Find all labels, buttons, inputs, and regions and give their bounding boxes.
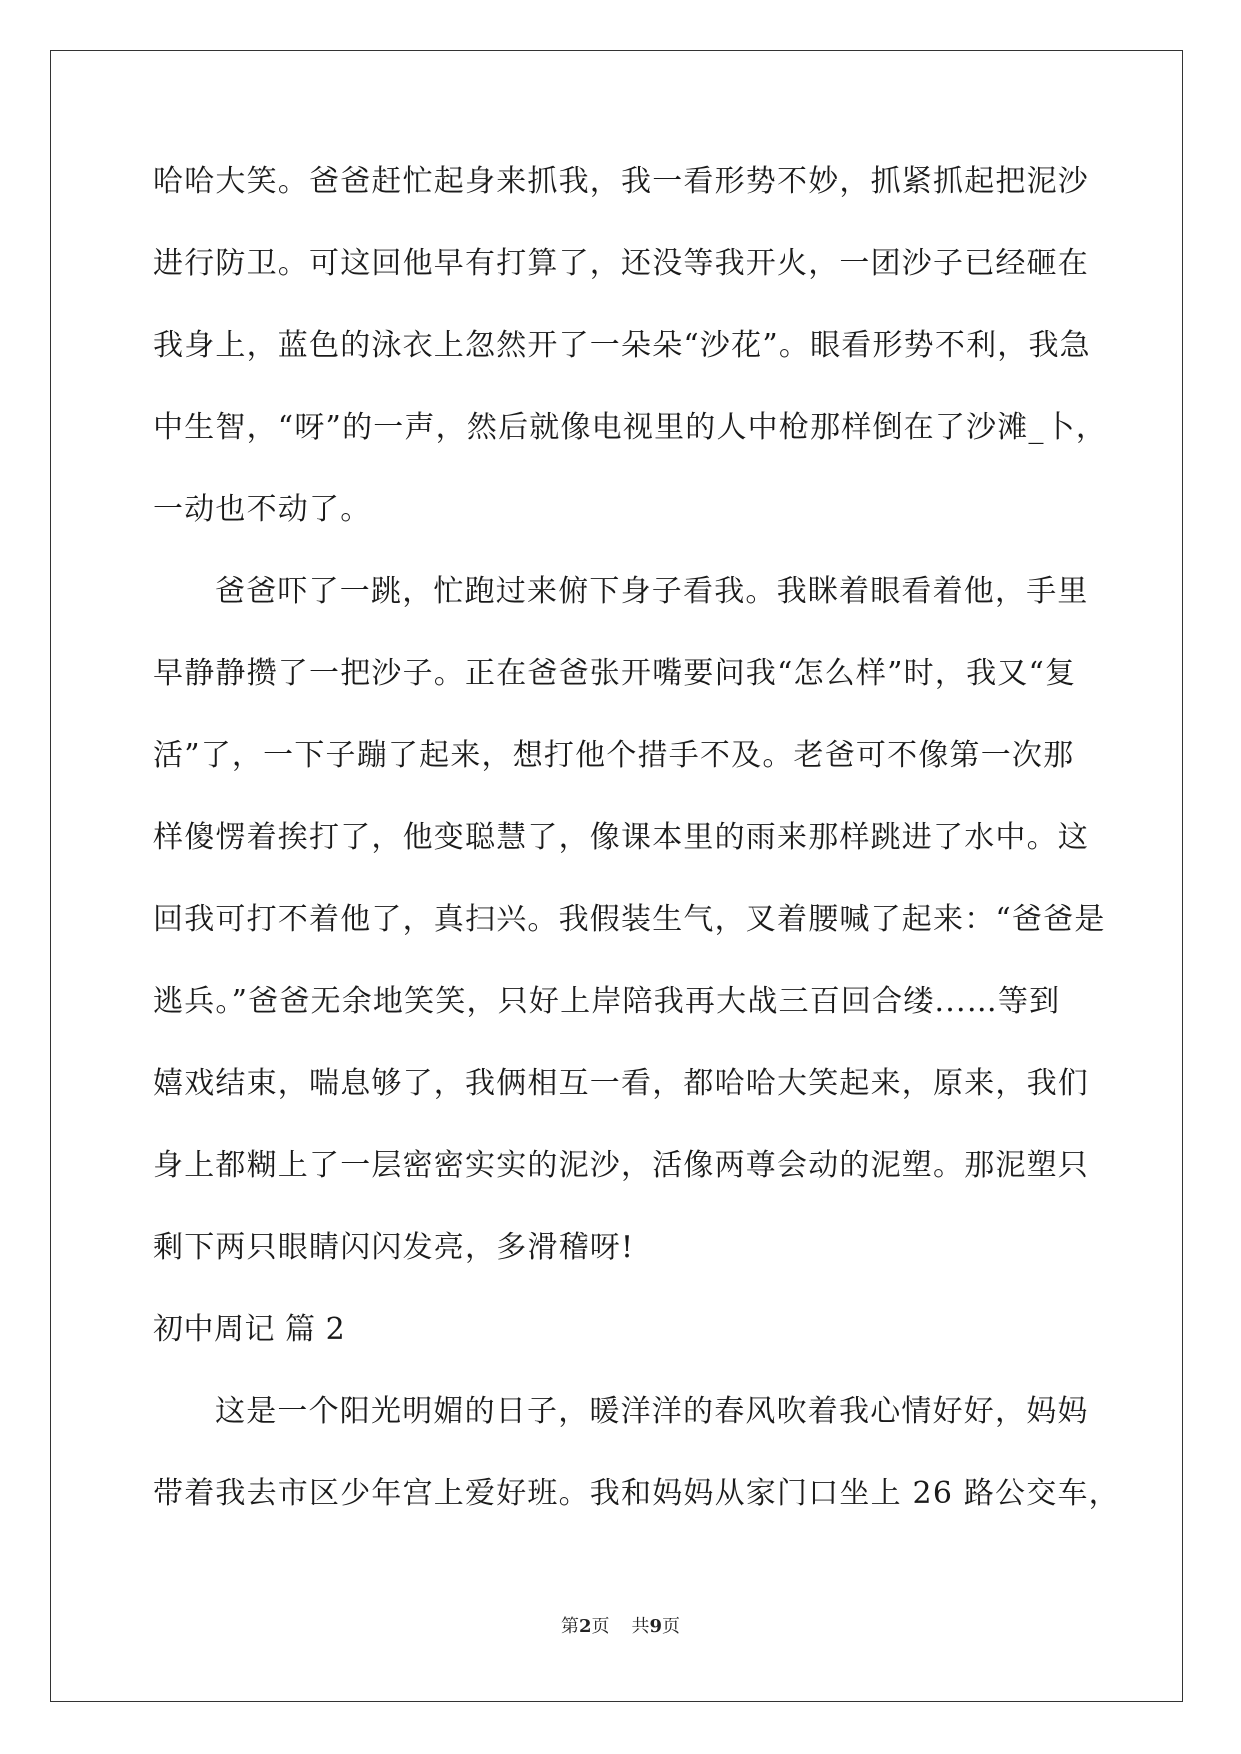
section-heading: 初中周记 篇 2 [153, 1312, 346, 1347]
text-line: 逃兵。”爸爸无余地笑笑，只好上岸陪我再大战三百回合缕...…等到 [153, 984, 1061, 1019]
document-body [153, 158, 1120, 1552]
text-line: 身上都糊上了一层密密实实的泥沙，活像两尊会动的泥塑。那泥塑只 [153, 1148, 1089, 1183]
page-number: 2 [578, 1616, 592, 1637]
text-line: 剩下两只眼睛闪闪发亮，多滑稽呀! [153, 1230, 635, 1265]
text-line: 我身上，蓝色的泳衣上忽然开了一朵朵“沙花”。眼看形势不利，我急 [153, 328, 1091, 363]
text-line: 样傻愣着挨打了，他变聪慧了，像课本里的雨来那样跳进了水中。这 [153, 820, 1089, 855]
total-label-suffix: 页 [662, 1616, 681, 1637]
text-line: 进行防卫。可这回他早有打算了，还没等我开火，一团沙子已经砸在 [153, 246, 1089, 281]
total-pages: 9 [649, 1616, 663, 1637]
paragraph-start-line: 这是一个阳光明媚的日子，暖洋洋的春风吹着我心情好好，妈妈 [215, 1394, 1089, 1429]
text-line: 哈哈大笑。爸爸赶忙起身来抓我，我一看形势不妙，抓紧抓起把泥沙 [153, 164, 1089, 199]
text-line: 嬉戏结束，喘息够了，我俩相互一看，都哈哈大笑起来，原来，我们 [153, 1066, 1089, 1101]
page-footer [0, 1612, 1241, 1638]
text-line: 活”了，一下子蹦了起来，想打他个措手不及。老爸可不像第一次那 [153, 738, 1075, 773]
text-line: 带着我去市区少年宫上爱好班。我和妈妈从家门口坐上 26 路公交车， [153, 1476, 1120, 1511]
text-line: 一动也不动了。 [153, 492, 372, 527]
paragraph-start-line: 爸爸吓了一跳，忙跑过来俯下身子看我。我眯着眼看着他，手里 [215, 574, 1089, 609]
text-line: 早静静攒了一把沙子。正在爸爸张开嘴要问我“怎么样”时，我又“复 [153, 656, 1077, 691]
page-label-prefix: 第 [560, 1616, 579, 1637]
text-line: 回我可打不着他了，真扫兴。我假装生气，叉着腰喊了起来：“爸爸是 [153, 902, 1106, 937]
page-label-suffix: 页 [591, 1616, 610, 1637]
text-line: 中生智，“呀”的一声，然后就像电视里的人中枪那样倒在了沙滩_卜， [153, 410, 1108, 445]
total-label-prefix: 共 [631, 1616, 650, 1637]
